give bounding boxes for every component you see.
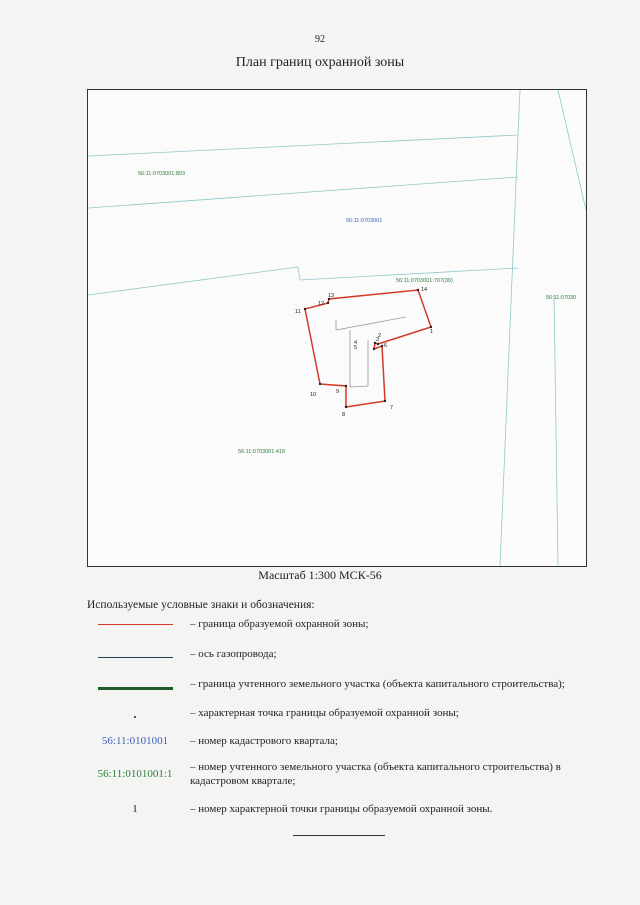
quarter-code-symbol (88, 734, 182, 748)
point-number: 1 (132, 803, 138, 815)
legend-text: – номер характерной точки границы образуемой охранной зоны. (190, 803, 493, 815)
parcel-lines (88, 90, 586, 566)
point-dot (327, 302, 329, 304)
parcel-line (88, 135, 518, 156)
point-dot (430, 326, 432, 328)
legend-text: – граница учтенного земельного участка (объекта капитального строительства); (190, 678, 565, 690)
quarter-label: 56:11:07030 (546, 295, 577, 301)
point-label-3: 3 (376, 337, 380, 343)
point-dot (381, 345, 383, 347)
axis-line (350, 330, 368, 387)
point-dot (377, 343, 379, 345)
point-label-11: 11 (295, 309, 301, 315)
parcel-line (298, 267, 300, 280)
point-label-8: 8 (342, 412, 346, 418)
point-dot (417, 289, 419, 291)
point-label-9: 9 (336, 389, 340, 395)
parcel-label: 56:11:0703001:707(39) (396, 278, 453, 284)
point-number-symbol (88, 802, 182, 816)
pipeline-line-symbol (88, 647, 182, 661)
point-label-14: 14 (421, 287, 428, 293)
page-number: 92 (315, 34, 325, 45)
point-dot-symbol (88, 706, 182, 720)
parcel-label: 56:11:0703001:418 (238, 449, 285, 455)
parcel-code: 56:11:0101001:1 (97, 768, 173, 780)
plan-title: План границ охранной зоны (235, 55, 405, 70)
parcel-line (558, 90, 586, 210)
cadastral-map (88, 90, 586, 566)
parcel-line (500, 135, 518, 566)
point-dot (384, 400, 386, 402)
quarter-code: 56:11:0101001 (101, 735, 169, 747)
parcel-label: 56:11:0703001:803 (138, 171, 185, 177)
legend-text: – номер учтенного земельного участка (объекта капитального строительства) в кадастровом квартале; (190, 761, 561, 787)
point-label-1: 1 (430, 329, 434, 335)
point-dot (304, 308, 306, 310)
legend-title: Используемые условные знаки и обозначения: (87, 599, 315, 611)
point-dot (373, 348, 375, 350)
point-label-5: 5 (354, 345, 358, 351)
pipeline-axis (336, 317, 406, 387)
legend-text: – граница образуемой охранной зоны; (190, 618, 369, 630)
point-dot (345, 385, 347, 387)
point-label-13: 13 (328, 293, 335, 299)
map-frame (87, 89, 587, 567)
point-label-12: 12 (318, 301, 325, 307)
parcel-line (554, 295, 558, 566)
bottom-rule (293, 835, 385, 836)
parcel-code-symbol (88, 760, 182, 788)
point-label-10: 10 (310, 392, 317, 398)
parcel-line (518, 90, 520, 135)
quarter-label: 56:11:0703001 (346, 218, 383, 224)
point-dot (319, 383, 321, 385)
point-label-4: 4 (354, 340, 358, 346)
point-label-7: 7 (390, 405, 394, 411)
point-label-2: 2 (378, 333, 382, 339)
point-dot (345, 406, 347, 408)
axis-line (336, 317, 406, 330)
red-line-symbol (88, 617, 182, 631)
legend-text: – номер кадастрового квартала; (190, 735, 338, 747)
scale-caption: Масштаб 1:300 МСК-56 (258, 568, 382, 582)
parcel-line (88, 267, 298, 295)
point-label-6: 6 (384, 343, 388, 349)
green-thick-line-symbol (88, 677, 182, 691)
legend-text: – характерная точка границы образуемой охранной зоны; (190, 707, 459, 719)
parcel-line (88, 177, 518, 208)
legend-text: – ось газопровода; (190, 648, 277, 660)
